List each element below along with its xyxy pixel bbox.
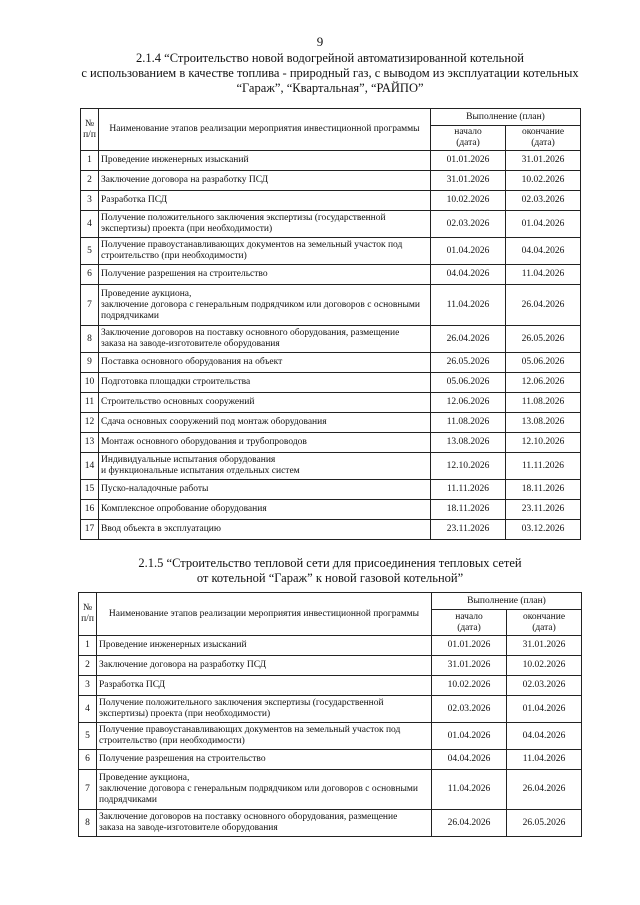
header-num-line: №	[82, 603, 93, 613]
stage-name-line: Разработка ПСД	[99, 680, 166, 690]
stage-name	[99, 373, 431, 393]
stage-name	[97, 770, 432, 810]
stage-name-line: Получение разрешения на строительство	[99, 754, 266, 764]
end-date: 02.03.2026	[507, 676, 582, 696]
start-date: 26.04.2026	[431, 326, 506, 353]
stage-name-line: Сдача основных сооружений под монтаж оборудования	[101, 417, 327, 427]
table-row	[81, 480, 581, 500]
end-date: 26.05.2026	[506, 326, 581, 353]
row-number: 14	[81, 453, 99, 480]
table-row	[81, 326, 581, 353]
table-row	[79, 723, 582, 750]
end-date: 23.11.2026	[506, 500, 581, 520]
row-number: 8	[79, 810, 97, 837]
table-row	[81, 413, 581, 433]
end-date: 04.04.2026	[506, 238, 581, 265]
row-number: 7	[81, 285, 99, 326]
stage-name-line: Проведение инженерных изысканий	[101, 155, 249, 165]
schedule-table-2-1-4	[80, 108, 581, 540]
stage-name-line: экспертизы) проекта (при необходимости)	[99, 709, 271, 719]
end-date: 31.01.2026	[506, 151, 581, 171]
end-date: 11.11.2026	[506, 453, 581, 480]
schedule-rows	[79, 636, 582, 837]
stage-name-line: подрядчиками	[99, 795, 157, 805]
stage-name-line: Получение правоустанавливающих документов на земельный участок под	[99, 725, 401, 735]
end-date: 31.01.2026	[507, 636, 582, 656]
stage-name	[99, 171, 431, 191]
stage-name-line: Проведение инженерных изысканий	[99, 640, 247, 650]
end-date: 05.06.2026	[506, 353, 581, 373]
row-number: 2	[79, 656, 97, 676]
header-num	[81, 109, 99, 151]
header-end-line: окончание	[522, 611, 566, 622]
stage-name	[99, 285, 431, 326]
start-date: 10.02.2026	[431, 191, 506, 211]
row-number: 6	[81, 265, 99, 285]
stage-name	[97, 810, 432, 837]
header-end-line: (дата)	[532, 622, 556, 633]
section-title-2-1-4	[70, 51, 590, 96]
table-row	[79, 696, 582, 723]
end-date: 26.04.2026	[506, 285, 581, 326]
start-date: 10.02.2026	[432, 676, 507, 696]
stage-name	[97, 750, 432, 770]
stage-name	[97, 676, 432, 696]
table-row	[79, 810, 582, 837]
end-date: 11.04.2026	[507, 750, 582, 770]
stage-name-line: заказа на заводе-изготовителе оборудования	[99, 823, 278, 833]
start-date: 04.04.2026	[432, 750, 507, 770]
start-date: 12.10.2026	[431, 453, 506, 480]
header-end-line: окончание	[521, 127, 565, 137]
start-date: 13.08.2026	[431, 433, 506, 453]
start-date: 01.01.2026	[431, 151, 506, 171]
stage-name	[99, 500, 431, 520]
start-date: 26.05.2026	[431, 353, 506, 373]
table-row	[81, 151, 581, 171]
table-row	[81, 520, 581, 540]
table-row	[81, 265, 581, 285]
table-row	[81, 353, 581, 373]
stage-name-line: заключение договора с генеральным подрядчиком или договоров с основными	[101, 299, 420, 310]
end-date: 02.03.2026	[506, 191, 581, 211]
stage-name	[99, 238, 431, 265]
schedule-rows	[81, 151, 581, 540]
row-number: 6	[79, 750, 97, 770]
stage-name-line: Строительство основных сооружений	[101, 397, 255, 407]
stage-name-line: Заключение договоров на поставку основного оборудования, размещение	[99, 812, 398, 822]
start-date: 18.11.2026	[431, 500, 506, 520]
stage-name-line: Получение положительного заключения экспертизы (государственной	[99, 698, 384, 708]
start-date: 11.08.2026	[431, 413, 506, 433]
start-date: 23.11.2026	[431, 520, 506, 540]
section-title-line: с использованием в качестве топлива - природный газ, с выводом из эксплуатации котельных	[81, 66, 579, 80]
header-start-line: начало	[454, 127, 482, 137]
header-start-line: начало	[455, 611, 483, 622]
stage-name	[99, 480, 431, 500]
row-number: 3	[79, 676, 97, 696]
header-end	[507, 610, 582, 636]
end-date: 12.10.2026	[506, 433, 581, 453]
end-date: 10.02.2026	[506, 171, 581, 191]
stage-name-line: Комплексное опробование оборудования	[101, 504, 267, 514]
stage-name-line: Проведение аукциона,	[99, 773, 190, 783]
stage-name-line: Заключение договора на разработку ПСД	[101, 175, 269, 185]
section-title-line: от котельной “Гараж” к новой газовой котельной”	[196, 571, 464, 585]
end-date: 04.04.2026	[507, 723, 582, 750]
stage-name-line: Индивидуальные испытания оборудования	[101, 455, 276, 465]
stage-name	[99, 326, 431, 353]
table-row	[81, 393, 581, 413]
stage-name	[99, 433, 431, 453]
table-row	[79, 750, 582, 770]
header-execution: Выполнение (план)	[432, 593, 582, 610]
stage-name	[99, 393, 431, 413]
stage-name	[99, 413, 431, 433]
header-name: Наименование этапов реализации мероприятия инвестиционной программы	[97, 593, 432, 636]
table-row	[79, 770, 582, 810]
row-number: 13	[81, 433, 99, 453]
start-date: 04.04.2026	[431, 265, 506, 285]
header-num-line: п/п	[81, 614, 94, 624]
row-number: 12	[81, 413, 99, 433]
start-date: 01.04.2026	[432, 723, 507, 750]
table-row	[81, 211, 581, 238]
end-date: 13.08.2026	[506, 413, 581, 433]
end-date: 03.12.2026	[506, 520, 581, 540]
table-row	[81, 238, 581, 265]
stage-name-line: Получение разрешения на строительство	[101, 269, 268, 279]
row-number: 16	[81, 500, 99, 520]
row-number: 10	[81, 373, 99, 393]
header-num	[79, 593, 97, 636]
end-date: 01.04.2026	[506, 211, 581, 238]
stage-name	[99, 151, 431, 171]
header-end-line: (дата)	[531, 138, 555, 148]
row-number: 4	[81, 211, 99, 238]
stage-name-line: экспертизы) проекта (при необходимости)	[101, 224, 273, 234]
end-date: 12.06.2026	[506, 373, 581, 393]
end-date: 11.04.2026	[506, 265, 581, 285]
row-number: 7	[79, 770, 97, 810]
table-row	[81, 453, 581, 480]
page-number: 9	[316, 34, 324, 49]
header-start	[432, 610, 507, 636]
stage-name-line: и функциональные испытания отдельных систем	[101, 466, 300, 476]
stage-name	[99, 265, 431, 285]
stage-name-line: заключение договора с генеральным подрядчиком или договоров с основными	[99, 784, 418, 794]
stage-name	[99, 191, 431, 211]
end-date: 26.05.2026	[507, 810, 582, 837]
section-title-line: “Гараж”, “Квартальная”, “РАЙПО”	[236, 81, 424, 95]
row-number: 11	[81, 393, 99, 413]
stage-name-line: строительство (при необходимости)	[101, 251, 247, 261]
start-date: 12.06.2026	[431, 393, 506, 413]
header-name: Наименование этапов реализации мероприятия инвестиционной программы	[99, 109, 431, 151]
start-date: 31.01.2026	[431, 171, 506, 191]
start-date: 11.11.2026	[431, 480, 506, 500]
stage-name-line: Пуско-наладочные работы	[101, 484, 209, 494]
start-date: 02.03.2026	[431, 211, 506, 238]
stage-name-line: подрядчиками	[101, 310, 159, 321]
row-number: 1	[81, 151, 99, 171]
stage-name-line: Заключение договора на разработку ПСД	[99, 660, 267, 670]
table-row	[79, 676, 582, 696]
table-row	[81, 171, 581, 191]
stage-name-line: Подготовка площадки строительства	[101, 377, 251, 387]
stage-name	[99, 211, 431, 238]
table-row	[81, 191, 581, 211]
table-row	[81, 285, 581, 326]
start-date: 05.06.2026	[431, 373, 506, 393]
stage-name-line: Получение правоустанавливающих документов на земельный участок под	[101, 240, 403, 250]
table-row	[79, 656, 582, 676]
stage-name-line: Разработка ПСД	[101, 195, 168, 205]
row-number: 8	[81, 326, 99, 353]
end-date: 11.08.2026	[506, 393, 581, 413]
header-num-line: п/п	[83, 129, 96, 140]
stage-name	[97, 696, 432, 723]
row-number: 3	[81, 191, 99, 211]
section-title-line: 2.1.5 “Строительство тепловой сети для присоединения тепловых сетей	[138, 556, 522, 570]
row-number: 4	[79, 696, 97, 723]
table-row	[81, 433, 581, 453]
stage-name	[97, 636, 432, 656]
stage-name-line: заказа на заводе-изготовителе оборудования	[101, 339, 280, 349]
start-date: 11.04.2026	[432, 770, 507, 810]
start-date: 01.01.2026	[432, 636, 507, 656]
row-number: 5	[81, 238, 99, 265]
end-date: 01.04.2026	[507, 696, 582, 723]
section-title-2-1-5	[70, 556, 590, 586]
header-start	[431, 126, 506, 151]
row-number: 2	[81, 171, 99, 191]
end-date: 26.04.2026	[507, 770, 582, 810]
row-number: 9	[81, 353, 99, 373]
stage-name-line: Заключение договоров на поставку основного оборудования, размещение	[101, 328, 400, 338]
end-date: 10.02.2026	[507, 656, 582, 676]
start-date: 26.04.2026	[432, 810, 507, 837]
stage-name	[97, 723, 432, 750]
header-num-line: №	[84, 118, 95, 129]
stage-name	[99, 353, 431, 373]
start-date: 02.03.2026	[432, 696, 507, 723]
stage-name-line: строительство (при необходимости)	[99, 736, 245, 746]
row-number: 1	[79, 636, 97, 656]
header-execution: Выполнение (план)	[431, 109, 581, 126]
stage-name-line: Получение положительного заключения экспертизы (государственной	[101, 213, 386, 223]
row-number: 17	[81, 520, 99, 540]
stage-name-line: Ввод объекта в эксплуатацию	[101, 524, 221, 534]
section-title-line: 2.1.4 “Строительство новой водогрейной автоматизированной котельной	[136, 51, 524, 65]
end-date: 18.11.2026	[506, 480, 581, 500]
row-number: 15	[81, 480, 99, 500]
stage-name	[97, 656, 432, 676]
stage-name-line: Поставка основного оборудования на объект	[101, 357, 283, 367]
start-date: 11.04.2026	[431, 285, 506, 326]
schedule-table-2-1-5	[78, 592, 582, 837]
row-number: 5	[79, 723, 97, 750]
table-row	[79, 636, 582, 656]
table-row	[81, 500, 581, 520]
start-date: 31.01.2026	[432, 656, 507, 676]
stage-name	[99, 453, 431, 480]
header-start-line: (дата)	[457, 622, 481, 633]
stage-name-line: Проведение аукциона,	[101, 288, 192, 299]
stage-name	[99, 520, 431, 540]
table-row	[81, 373, 581, 393]
header-end	[506, 126, 581, 151]
start-date: 01.04.2026	[431, 238, 506, 265]
header-start-line: (дата)	[456, 138, 480, 148]
stage-name-line: Монтаж основного оборудования и трубопроводов	[101, 437, 307, 447]
